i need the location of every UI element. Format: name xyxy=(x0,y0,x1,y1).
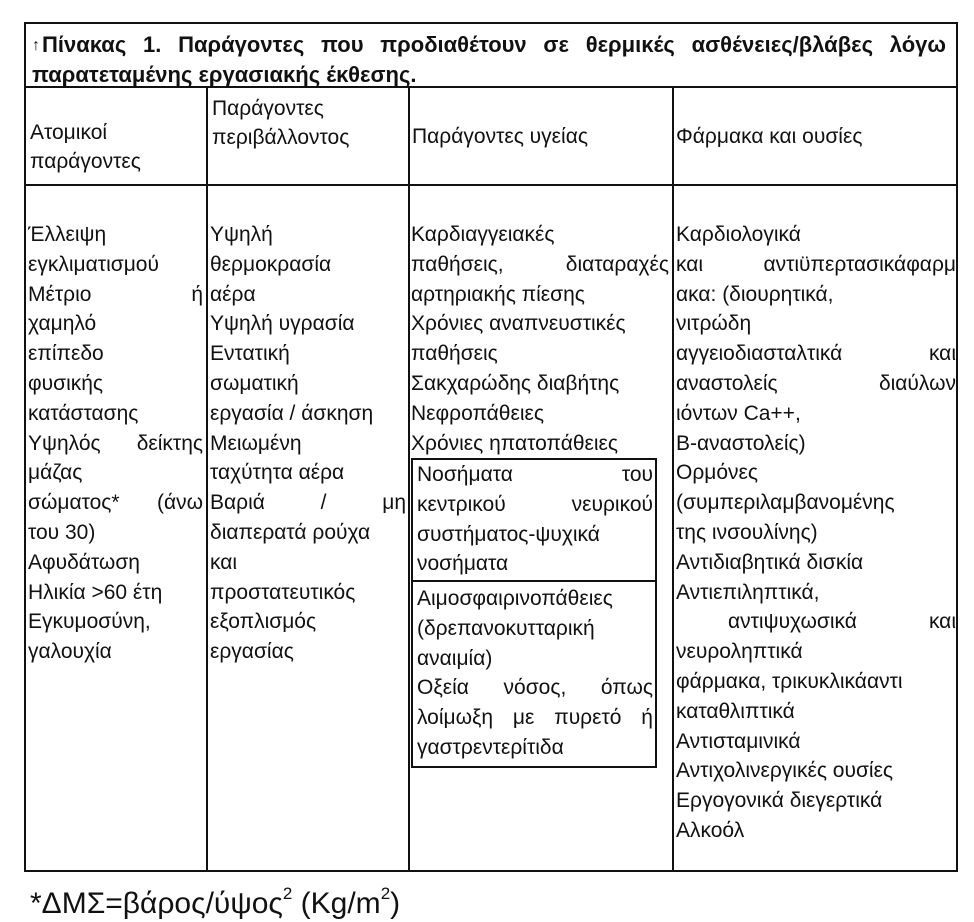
list-item: Εντατική xyxy=(210,342,290,366)
header-environmental-factors xyxy=(212,94,349,152)
footnote-unit: (Kg/m xyxy=(292,887,381,920)
list-item: αέρα xyxy=(210,282,256,306)
list-item: Αφυδάτωση xyxy=(28,550,140,574)
list-item: Χρόνιες ηπατοπάθειες xyxy=(411,431,619,455)
list-item xyxy=(417,703,653,733)
list-item: Καρδιολογικά xyxy=(676,223,801,246)
table-title-text: Πίνακας 1. Παράγοντες που προδιαθέτουν σε θερμικές ασθένειες/βλάβες λόγω παρατεταμένης εργασιακής έκθεσης. xyxy=(32,32,946,87)
list-item: Νεφροπάθειες xyxy=(411,401,544,425)
list-item: του 30) xyxy=(28,520,96,544)
list-item: φάρμακα, τρικυκλικάαντι xyxy=(676,669,903,693)
header-health-factors xyxy=(412,122,588,151)
list-item: ταχύτητα αέρα xyxy=(210,461,345,485)
list-item: επίπεδο xyxy=(28,342,104,366)
list-item-word: Βαριά xyxy=(210,491,265,515)
footnote-sup: 2 xyxy=(380,884,391,903)
list-item xyxy=(417,673,653,703)
list-item: χαμηλό xyxy=(28,312,97,336)
header-drugs-substances xyxy=(676,122,862,151)
list-item: Σακχαρώδης διαβήτης xyxy=(411,371,620,395)
factors-table xyxy=(24,22,958,872)
list-item-word: νόσος, xyxy=(503,676,567,700)
list-item: Καρδιαγγειακές xyxy=(411,223,555,246)
list-item: Β-αναστολείς) xyxy=(676,431,806,455)
list-item: εγκλιματισμού xyxy=(28,252,159,276)
list-item-word: ή xyxy=(641,706,653,730)
list-item: Υψηλή xyxy=(210,223,273,246)
list-item-word: / xyxy=(320,491,327,515)
list-item-word: και xyxy=(676,252,704,276)
list-item-word: με xyxy=(512,706,535,730)
list-item: γαστρεντερίτιδα xyxy=(417,735,564,759)
list-item: Υψηλή υγρασία xyxy=(210,312,355,336)
list-item: Αλκοόλ xyxy=(676,818,745,842)
header-line: Φάρμακα και ουσίες xyxy=(676,125,863,148)
list-item-word: και xyxy=(928,610,956,634)
list-item xyxy=(417,460,653,490)
list-item-word: νευρικού xyxy=(571,492,653,516)
list-item: εργασίας xyxy=(210,640,294,664)
list-item: (δρεπανοκυτταρική xyxy=(417,616,595,640)
list-item: και xyxy=(210,550,238,574)
list-item: μάζας xyxy=(28,461,83,485)
column-divider xyxy=(408,88,410,870)
list-item: παθήσεις xyxy=(411,342,498,366)
list-item xyxy=(210,488,406,518)
list-item: αναιμία) xyxy=(417,646,493,670)
footnote-close: ) xyxy=(390,887,401,920)
list-item-word: παθήσεις, xyxy=(411,252,504,276)
list-item-word: όπως xyxy=(600,676,653,700)
list-item-word: αντιϋπερτασικάφαρμ xyxy=(763,252,956,276)
list-item: Εγκυμοσύνη, xyxy=(28,610,151,634)
table-title xyxy=(26,24,956,88)
list-item: νοσήματα xyxy=(417,552,509,576)
list-item: ακα: (διουρητικά, xyxy=(676,282,834,306)
header-individual-factors xyxy=(30,118,141,176)
list-item: Μειωμένη xyxy=(210,431,302,455)
list-item: Έλλειψη xyxy=(28,223,107,246)
list-item: Ορμόνες xyxy=(676,461,759,485)
list-item xyxy=(676,607,956,637)
list-item xyxy=(676,250,956,280)
list-item: εργασία / άσκηση xyxy=(210,401,374,425)
list-item-word: αγγειοδιασταλτικά xyxy=(676,342,843,366)
footnote-sup: 2 xyxy=(282,884,293,903)
column-divider xyxy=(672,88,674,870)
acute-conditions-box xyxy=(411,580,657,768)
header-divider xyxy=(26,184,956,186)
list-item: Αιμοσφαιρινοπάθειες xyxy=(417,587,613,610)
list-item-word: Νοσήματα xyxy=(417,463,513,486)
list-item: νιτρώδη xyxy=(676,312,752,336)
list-item-word: (άνω xyxy=(156,491,203,515)
list-item: ιόντων Ca++, xyxy=(676,401,801,425)
list-item: Αντιεπιληπτικά, xyxy=(676,580,820,604)
list-item: (συμπεριλαμβανομένης xyxy=(676,491,895,515)
list-item: προστατευτικός xyxy=(210,580,356,604)
list-item: σωματική xyxy=(210,371,299,395)
acute-conditions-list xyxy=(417,584,653,763)
individual-factors-list xyxy=(28,220,203,667)
header-line: Παράγοντες xyxy=(212,97,324,120)
list-item-word: του xyxy=(621,463,653,486)
environmental-factors-list xyxy=(210,220,406,667)
list-item-word: διαταραχές xyxy=(565,252,669,276)
list-item-word: δείκτης xyxy=(136,431,203,455)
header-line: Ατομικοί xyxy=(30,121,108,144)
header-line: περιβάλλοντος xyxy=(212,126,350,149)
list-item xyxy=(417,490,653,520)
list-item: Αντιδιαβητικά δισκία xyxy=(676,550,864,574)
list-item: θερμοκρασία xyxy=(210,252,332,276)
list-item: Ηλικία >60 έτη xyxy=(28,580,163,604)
list-item-word: αντιψυχωσικά xyxy=(728,610,857,634)
list-item xyxy=(28,280,203,310)
list-item-word: Οξεία xyxy=(417,676,469,700)
health-factors-list xyxy=(411,220,669,458)
bmi-footnote xyxy=(30,876,400,922)
list-item: Αντιχολινεργικές ουσίες xyxy=(676,759,894,783)
list-item-word: και xyxy=(928,342,956,366)
list-item: Εργογονικά διεγερτικά xyxy=(676,789,883,813)
list-item: εξοπλισμός xyxy=(210,610,317,634)
list-item: αρτηριακής πίεσης xyxy=(411,282,585,306)
cns-disorders-box xyxy=(411,458,657,582)
list-item: Χρόνιες αναπνευστικές xyxy=(411,312,626,336)
list-item: γαλουχία xyxy=(28,640,112,664)
list-item xyxy=(676,369,956,399)
list-item xyxy=(676,339,956,369)
list-item: κατάστασης xyxy=(28,401,139,425)
list-item-word: διαύλων xyxy=(878,371,956,395)
list-item: διαπερατά ρούχα xyxy=(210,520,371,544)
list-item-word: Υψηλός xyxy=(28,431,101,455)
list-item xyxy=(28,429,203,459)
footnote-main: *ΔΜΣ=βάρος/ύψος xyxy=(30,887,283,920)
arrow-up-icon: ↑ xyxy=(32,37,40,54)
header-line: παράγοντες xyxy=(30,150,141,173)
list-item-word: μη xyxy=(382,491,406,515)
drugs-substances-list xyxy=(676,220,956,846)
list-item-word: σώματος* xyxy=(28,491,120,515)
cns-disorders-list xyxy=(417,460,653,579)
list-item xyxy=(28,488,203,518)
list-item-word: ή xyxy=(191,282,203,306)
list-item: της ινσουλίνης) xyxy=(676,520,818,544)
list-item: φυσικής xyxy=(28,371,104,395)
list-item: συστήματος-ψυχικά xyxy=(417,522,600,546)
list-item: καταθλιπτικά xyxy=(676,699,795,723)
list-item: Αντισταμινικά xyxy=(676,729,801,753)
list-item-word: Μέτριο xyxy=(28,282,92,306)
list-item-word: λοίμωξη xyxy=(417,706,494,730)
list-item xyxy=(411,250,669,280)
header-line: Παράγοντες υγείας xyxy=(412,125,588,148)
list-item-word: κεντρικού xyxy=(417,492,506,516)
list-item: νευροληπτικά xyxy=(676,640,803,664)
list-item-word: πυρετό xyxy=(554,706,622,730)
column-divider xyxy=(206,88,208,870)
list-item-word: αναστολείς xyxy=(676,371,778,395)
